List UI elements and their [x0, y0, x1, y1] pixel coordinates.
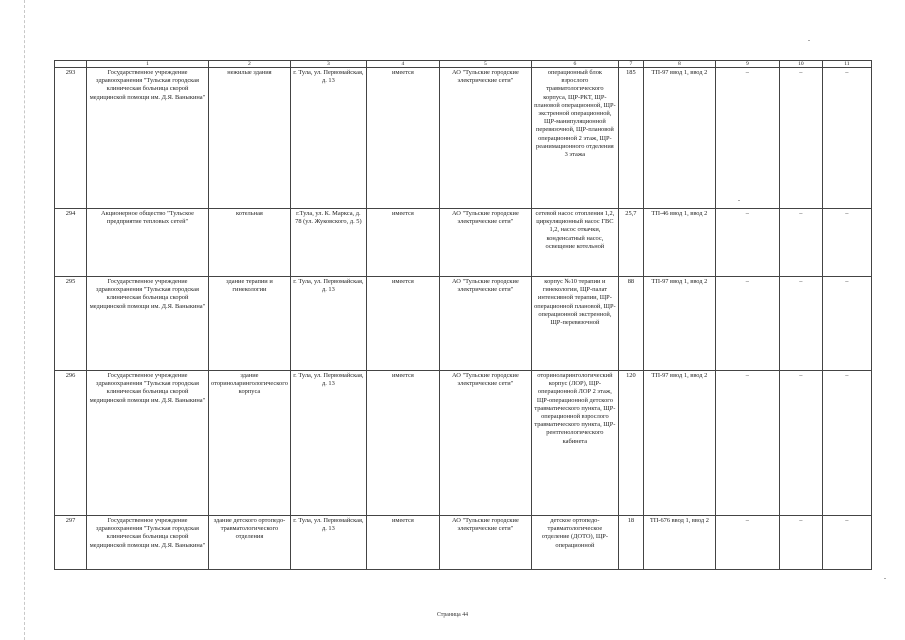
row-number: 293: [55, 68, 87, 209]
object-cell: нежилые здания: [209, 68, 291, 209]
col9-cell: –: [715, 68, 779, 209]
presence-cell: имеется: [366, 371, 439, 516]
network-cell: АО "Тульские городские электрические сети": [439, 371, 531, 516]
consumers-cell: оториноларингологический корпус (ЛОР), ЩР-операционной ЛОР 2 этаж, ЩР-операционной детского травматического пункта, ЩР-операционной взрослого травматического пункта, ЩР-рентгенологического кабинета: [531, 371, 618, 516]
table-row: [55, 371, 872, 516]
presence-cell: имеется: [366, 68, 439, 209]
address-cell: г. Тула, ул. Первомайская, д. 13: [290, 68, 366, 209]
network-cell: АО "Тульские городские электрические сети": [439, 68, 531, 209]
power-cell: 18: [618, 516, 643, 570]
consumers-cell: корпус №10 терапии и гинекологии, ЩР-палат интенсивной терапии, ЩР-операционной плановой, ЩР-операционной экстренной, ЩР-перевязочной: [531, 277, 618, 371]
tp-cell: ТП-97 ввод 1, ввод 2: [643, 277, 715, 371]
tp-cell: ТП-97 ввод 1, ввод 2: [643, 371, 715, 516]
binding-margin-line: [24, 0, 25, 640]
col9-cell: –: [715, 209, 779, 277]
table-row: [55, 68, 872, 209]
presence-cell: имеется: [366, 277, 439, 371]
address-cell: г. Тула, ул. Первомайская, д. 13: [290, 277, 366, 371]
col11-cell: –: [822, 371, 871, 516]
power-cell: 25,7: [618, 209, 643, 277]
consumers-cell: сетевой насос отопления 1,2, циркуляционный насос ГВС 1,2, насос откачки, конденсатный насос, освещение котельной: [531, 209, 618, 277]
object-cell: котельная: [209, 209, 291, 277]
row-number: 296: [55, 371, 87, 516]
owner-cell: Государственное учреждение здравоохранения "Тульская городская клиническая больница скорой медицинской помощи им. Д.Я. Ваныкина": [87, 68, 209, 209]
scan-speck: [884, 578, 886, 579]
col9-cell: –: [715, 277, 779, 371]
address-cell: г. Тула, ул. Первомайская, д. 13: [290, 371, 366, 516]
row-number: 295: [55, 277, 87, 371]
col9-cell: –: [715, 516, 779, 570]
column-number: 8: [643, 61, 715, 68]
col10-cell: –: [779, 209, 822, 277]
presence-cell: имеется: [366, 209, 439, 277]
col10-cell: –: [779, 277, 822, 371]
col10-cell: –: [779, 516, 822, 570]
col11-cell: –: [822, 516, 871, 570]
object-cell: здание оториноларингологического корпуса: [209, 371, 291, 516]
power-cell: 120: [618, 371, 643, 516]
address-cell: г. Тула, ул. Первомайская, д. 13: [290, 516, 366, 570]
scan-speck: [808, 40, 810, 41]
col10-cell: –: [779, 371, 822, 516]
page-number: Страница 44: [437, 612, 468, 618]
tp-cell: ТП-676 ввод 1, ввод 2: [643, 516, 715, 570]
network-cell: АО "Тульские городские электрические сети": [439, 209, 531, 277]
owner-cell: Акционерное общество "Тульское предприятие тепловых сетей": [87, 209, 209, 277]
column-number-blank: [55, 61, 87, 68]
column-number: 1: [87, 61, 209, 68]
row-number: 294: [55, 209, 87, 277]
column-number: 7: [618, 61, 643, 68]
scan-speck: [738, 200, 740, 201]
address-cell: г.Тула, ул. К. Маркса, д. 78 (ул. Жуковского, д. 5): [290, 209, 366, 277]
network-cell: АО "Тульские городские электрические сети": [439, 516, 531, 570]
consumers-cell: операционный блок взрослого травматологического корпуса, ЩР-РКТ, ЩР-плановой операционной, ЩР-экстренной операционной, ЩР-манипуляционной перевязочной, ЩР-плановой операционной 2 этаж, ЩР-реанимационного отделения 3 этажа: [531, 68, 618, 209]
column-number: 10: [779, 61, 822, 68]
column-number: 3: [290, 61, 366, 68]
table-row: [55, 209, 872, 277]
column-number: 4: [366, 61, 439, 68]
presence-cell: имеется: [366, 516, 439, 570]
col11-cell: –: [822, 277, 871, 371]
power-cell: 185: [618, 68, 643, 209]
power-cell: 88: [618, 277, 643, 371]
registry-table: [54, 60, 872, 570]
col11-cell: –: [822, 209, 871, 277]
row-number: 297: [55, 516, 87, 570]
owner-cell: Государственное учреждение здравоохранения "Тульская городская клиническая больница скорой медицинской помощи им. Д.Я. Ваныкина": [87, 516, 209, 570]
object-cell: здание детского ортопедо-травматологического отделения: [209, 516, 291, 570]
column-number: 5: [439, 61, 531, 68]
col10-cell: –: [779, 68, 822, 209]
column-number: 2: [209, 61, 291, 68]
network-cell: АО "Тульские городские электрические сети": [439, 277, 531, 371]
column-number: 11: [822, 61, 871, 68]
column-number: 6: [531, 61, 618, 68]
table-row: [55, 277, 872, 371]
tp-cell: ТП-46 ввод 1, ввод 2: [643, 209, 715, 277]
column-number-row: [55, 61, 872, 68]
col9-cell: –: [715, 371, 779, 516]
tp-cell: ТП-97 ввод 1, ввод 2: [643, 68, 715, 209]
owner-cell: Государственное учреждение здравоохранения "Тульская городская клиническая больница скорой медицинской помощи им. Д.Я. Ваныкина": [87, 371, 209, 516]
col11-cell: –: [822, 68, 871, 209]
consumers-cell: детское ортопедо-травматологическое отделение (ДОТО), ЩР-операционной: [531, 516, 618, 570]
object-cell: здание терапии и гинекологии: [209, 277, 291, 371]
table-row: [55, 516, 872, 570]
owner-cell: Государственное учреждение здравоохранения "Тульская городская клиническая больница скорой медицинской помощи им. Д.Я. Ваныкина": [87, 277, 209, 371]
column-number: 9: [715, 61, 779, 68]
